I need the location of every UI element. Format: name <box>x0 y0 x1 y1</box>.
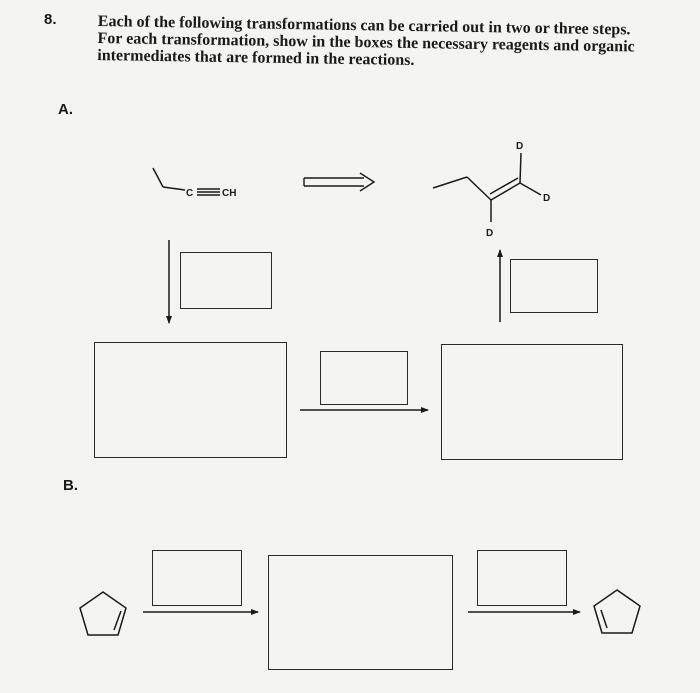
deuterium-top-label: D <box>516 141 524 152</box>
deuterium-bottom-label: D <box>486 228 494 239</box>
answer-box-a-reagent-3[interactable] <box>510 259 598 313</box>
alkyne-ch-label: CH <box>222 188 237 199</box>
question-number: 8. <box>44 11 57 28</box>
answer-box-b-reagent-2[interactable] <box>477 550 567 606</box>
answer-box-b-intermediate[interactable] <box>268 555 453 670</box>
question-text: Each of the following transformations can be carried out in two or three steps. For each transformation, show in the boxes the necessary reagents and organic intermediates that are formed in the reactions. <box>97 13 635 69</box>
answer-box-b-reagent-1[interactable] <box>152 550 242 606</box>
product-deuterated-alkene <box>433 153 541 222</box>
answer-box-a-intermediate-1[interactable] <box>94 342 287 458</box>
part-b-label: B. <box>63 477 78 494</box>
retrosynthesis-arrow <box>304 173 374 191</box>
alkyne-carbon-label: C <box>186 188 194 199</box>
cyclopentene-start <box>80 592 126 635</box>
cyclopentene-product <box>594 590 640 633</box>
deuterium-right-label: D <box>543 193 551 204</box>
part-a-label: A. <box>58 101 73 118</box>
answer-box-a-intermediate-2[interactable] <box>441 344 623 460</box>
answer-box-a-reagent-1[interactable] <box>180 252 272 309</box>
answer-box-a-reagent-2[interactable] <box>320 351 408 405</box>
